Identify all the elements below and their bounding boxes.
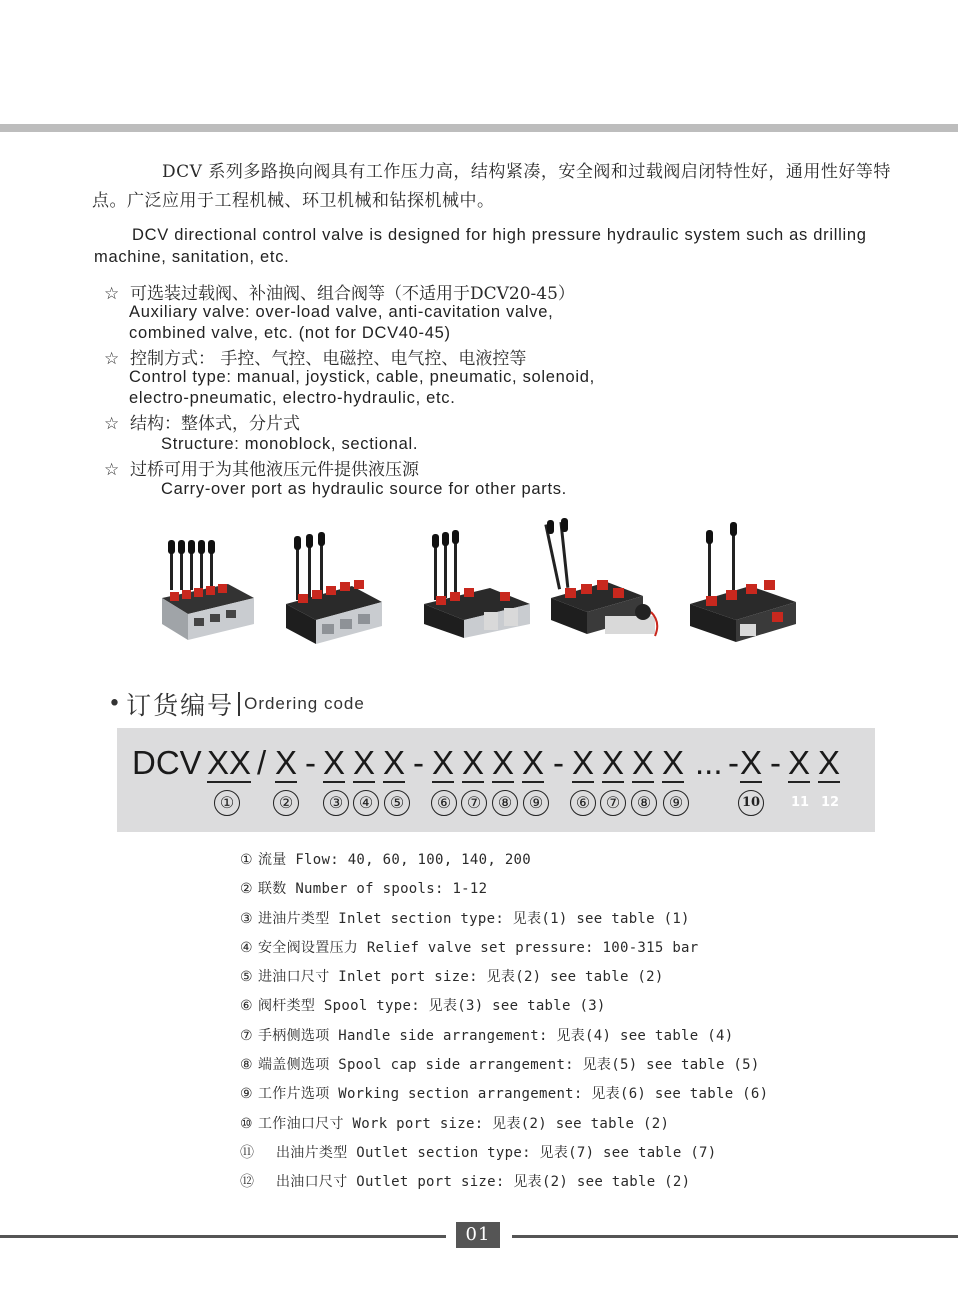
legend-item-inlet-section: ③ 进油片类型 Inlet section type: 见表(1) see table (1) (240, 910, 690, 927)
product-image-5 (686, 520, 801, 650)
code-number-3: ③ (322, 789, 350, 817)
code-token-6: X (432, 744, 455, 781)
code-number-8b: ⑧ (630, 789, 658, 817)
code-number-8: ⑧ (491, 789, 519, 817)
star-icon: ☆ (104, 349, 120, 369)
code-token-spools: X (275, 744, 298, 781)
feature-2-en-line-2: electro-pneumatic, electro-hydraulic, etc. (129, 389, 456, 407)
star-icon: ☆ (104, 414, 120, 434)
code-token-12: X (818, 744, 841, 781)
feature-1-cn: ☆ 可选装过载阀、补油阀、组合阀等（不适用于DCV20-45） (104, 284, 575, 304)
page-number: 01 (456, 1222, 500, 1248)
code-sep: / (257, 744, 267, 781)
legend-item-spools: ② 联数 Number of spools: 1-12 (240, 881, 488, 898)
feature-3-en: Structure: monoblock, sectional. (161, 435, 419, 453)
code-number-2: ② (272, 789, 300, 817)
product-image-2 (282, 520, 392, 650)
legend-item-handle-side: ⑦ 手柄侧选项 Handle side arrangement: 见表(4) see table (4) (240, 1027, 734, 1044)
code-token-flow: XX (207, 744, 252, 781)
code-sep: - (413, 744, 424, 781)
code-number-11: 11 (786, 789, 814, 817)
code-token-9: X (522, 744, 545, 781)
code-token-3: X (323, 744, 346, 781)
code-token-5: X (383, 744, 406, 781)
ordering-code-heading (108, 686, 365, 722)
product-image-4 (543, 516, 663, 646)
code-token-8: X (492, 744, 515, 781)
code-number-6b: ⑥ (569, 789, 597, 817)
code-number-9: ⑨ (522, 789, 550, 817)
product-image-3 (420, 520, 535, 645)
footer-rule-right (512, 1235, 958, 1238)
code-number-9b: ⑨ (662, 789, 690, 817)
code-token-7: X (462, 744, 485, 781)
code-number-12: 12 (816, 789, 844, 817)
footer-rule-left (0, 1235, 446, 1238)
legend-item-spool-type: ⑥ 阀杆类型 Spool type: 见表(3) see table (3) (240, 998, 606, 1015)
feature-3-cn: ☆ 结构：整体式，分片式 (104, 414, 300, 434)
ordering-code-title-en: Ordering code (244, 694, 365, 713)
intro-chinese: DCV 系列多路换向阀具有工作压力高，结构紧凑，安全阀和过载阀启闭特性好，通用性好等特点。广泛应用于工程机械、环卫机械和钻探机械中。 (92, 162, 891, 211)
code-token-10: X (740, 744, 763, 781)
top-rule (0, 124, 958, 132)
code-number-7: ⑦ (460, 789, 488, 817)
legend-item-outlet-section: ⑪ 出油片类型 Outlet section type: 见表(7) see table (7) (240, 1144, 717, 1161)
code-number-6: ⑥ (430, 789, 458, 817)
code-token-11: X (788, 744, 811, 781)
legend-item-flow: ① 流量 Flow: 40, 60, 100, 140, 200 (240, 852, 532, 868)
code-number-1: ① (213, 789, 241, 817)
feature-4-en: Carry-over port as hydraulic source for other parts. (161, 480, 567, 498)
code-sep: - (770, 744, 781, 781)
code-number-5: ⑤ (383, 789, 411, 817)
feature-2-cn: ☆ 控制方式： 手控、气控、电磁控、电气控、电液控等 (104, 349, 527, 369)
product-image-1 (158, 520, 258, 645)
legend-item-working-section: ⑨ 工作片选项 Working section arrangement: 见表(6) see table (6) (240, 1086, 769, 1103)
code-sep: - (553, 744, 564, 781)
code-sep: - (728, 744, 739, 781)
code-number-4: ④ (352, 789, 380, 817)
feature-4-cn: ☆ 过桥可用于为其他液压元件提供液压源 (104, 460, 419, 480)
bullet-icon: • (108, 691, 121, 717)
legend-item-outlet-port: ⑫ 出油口尺寸 Outlet port size: 见表(2) see table (2) (240, 1174, 691, 1191)
code-token-9b: X (662, 744, 685, 781)
star-icon: ☆ (104, 460, 120, 480)
legend-item-spool-cap: ⑧ 端盖侧选项 Spool cap side arrangement: 见表(5) see table (5) (240, 1057, 760, 1074)
feature-1-en-line-1: Auxiliary valve: over-load valve, anti-cavitation valve, (129, 303, 554, 321)
ordering-code-legend (240, 846, 768, 1198)
intro-english: DCV directional control valve is designed for high pressure hydraulic system such as drilling machine, sanitation, etc. (94, 226, 867, 266)
code-token-7b: X (602, 744, 625, 781)
legend-item-relief-pressure: ④ 安全阀设置压力 Relief valve set pressure: 100-315 bar (240, 939, 699, 956)
ordering-code-box (117, 728, 875, 832)
code-prefix: DCV (132, 744, 202, 781)
feature-1-en-line-2: combined valve, etc. (not for DCV40-45) (129, 324, 451, 342)
code-number-7b: ⑦ (599, 789, 627, 817)
code-token-8b: X (632, 744, 655, 781)
title-divider (238, 692, 240, 716)
code-ellipsis: ... (695, 744, 723, 781)
code-token-6b: X (572, 744, 595, 781)
star-icon: ☆ (104, 284, 120, 304)
legend-item-inlet-port: ⑤ 进油口尺寸 Inlet port size: 见表(2) see table (2) (240, 969, 664, 986)
code-number-10: 10 (737, 789, 765, 817)
feature-2-en-line-1: Control type: manual, joystick, cable, pneumatic, solenoid, (129, 368, 595, 386)
ordering-code-title-cn: 订货编号 (126, 691, 235, 720)
code-sep: - (305, 744, 316, 781)
legend-item-work-port: ⑩ 工作油口尺寸 Work port size: 见表(2) see table (2) (240, 1115, 670, 1132)
code-token-4: X (353, 744, 376, 781)
